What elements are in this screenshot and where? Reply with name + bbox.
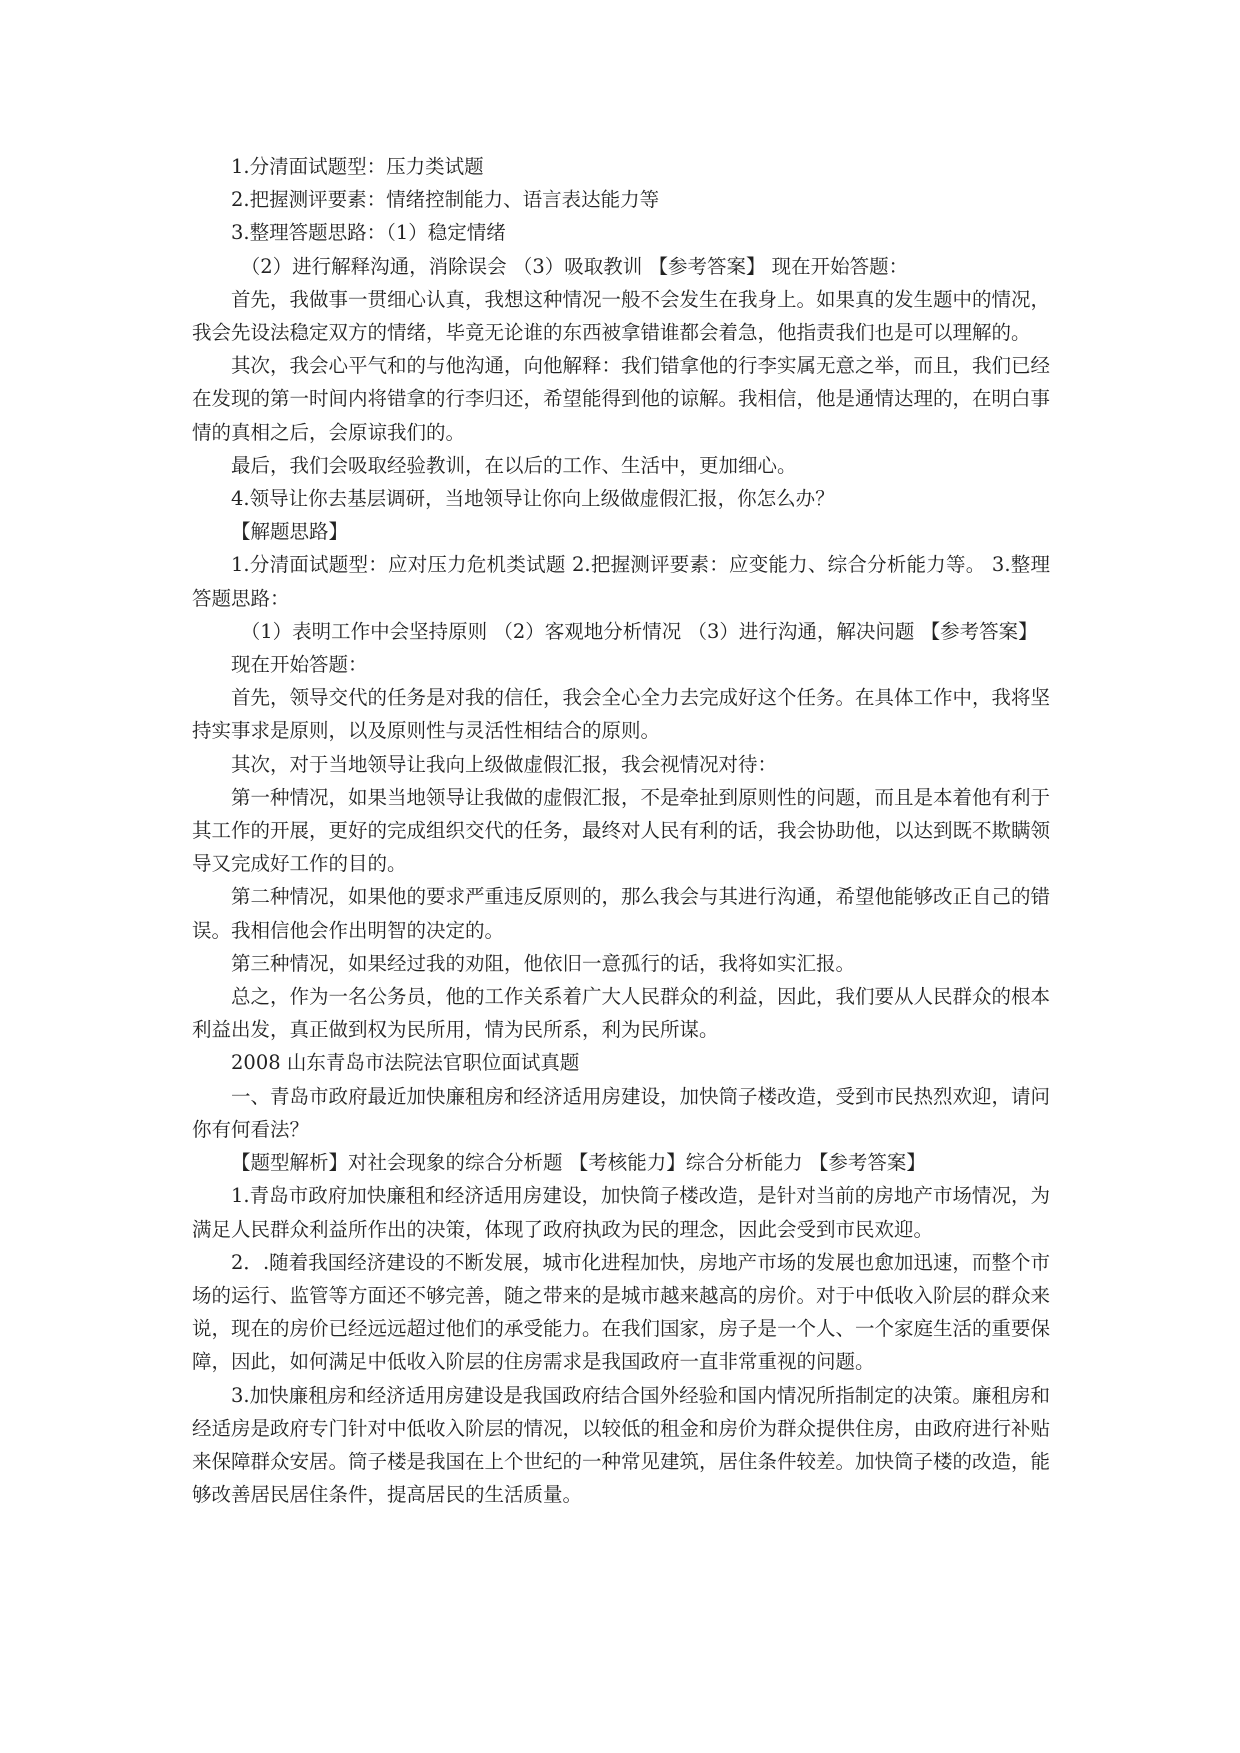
paragraph: 第三种情况，如果经过我的劝阻，他依旧一意孤行的话，我将如实汇报。 xyxy=(231,951,856,975)
paragraph: 【题型解析】对社会现象的综合分析题 【考核能力】综合分析能力 【参考答案】 xyxy=(231,1151,926,1175)
paragraph: 3.加快廉租房和经济适用房建设是我国政府结合国外经验和国内情况所指制定的决策。廉租房和经适房是政府专门针对中低收入阶层的情况，以较低的租金和房价为群众提供住房，由政府进行补贴来保障群众安居。筒子楼是我国在上个世纪的一种常见建筑，居住条件较差。加快筒子楼的改造，能够改善居民居住条件，提高居民的生活质量。 xyxy=(192,1383,1051,1507)
question-heading: 一、青岛市政府最近加快廉租房和经济适用房建设，加快筒子楼改造，受到市民热烈欢迎，请问你有何看法？ xyxy=(192,1084,1051,1141)
exam-title: 2008 山东青岛市法院法官职位面试真题 xyxy=(231,1051,580,1075)
paragraph: 3.整理答题思路：（1）稳定情绪 xyxy=(231,221,506,245)
paragraph: 现在开始答题： xyxy=(231,653,368,677)
paragraph: （1）表明工作中会坚持原则 （2）客观地分析情况 （3）进行沟通，解决问题 【参考答案】 xyxy=(240,619,1038,643)
question-heading: 4.领导让你去基层调研，当地领导让你向上级做虚假汇报，你怎么办？ xyxy=(231,487,835,511)
paragraph: 首先，领导交代的任务是对我的信任，我会全心全力去完成好这个任务。在具体工作中，我将坚持实事求是原则，以及原则性与灵活性相结合的原则。 xyxy=(192,686,1051,743)
paragraph: 其次，我会心平气和的与他沟通，向他解释：我们错拿他的行李实属无意之举，而且，我们已经在发现的第一时间内将错拿的行李归还，希望能得到他的谅解。我相信，他是通情达理的，在明白事情的真相之后，会原谅我们的。 xyxy=(192,354,1051,444)
paragraph: （2）进行解释沟通，消除误会 （3）吸取教训 【参考答案】 现在开始答题： xyxy=(240,254,909,278)
paragraph: 总之，作为一名公务员，他的工作关系着广大人民群众的利益，因此，我们要从人民群众的根本利益出发，真正做到权为民所用，情为民所系，利为民所谋。 xyxy=(192,985,1051,1042)
paragraph: 1.青岛市政府加快廉租和经济适用房建设，加快筒子楼改造，是针对当前的房地产市场情况，为满足人民群众利益所作出的决策，体现了政府执政为民的理念，因此会受到市民欢迎。 xyxy=(192,1184,1050,1241)
paragraph: 1.分清面试题型：应对压力危机类试题 2.把握测评要素：应变能力、综合分析能力等。 3.整理答题思路： xyxy=(192,553,1050,610)
paragraph: 第二种情况，如果他的要求严重违反原则的，那么我会与其进行沟通，希望他能够改正自己的错误。我相信他会作出明智的决定的。 xyxy=(192,885,1051,942)
paragraph: 2．.随着我国经济建设的不断发展，城市化进程加快，房地产市场的发展也愈加迅速，而整个市场的运行、监管等方面还不够完善，随之带来的是城市越来越高的房价。对于中低收入阶层的群众来说，现在的房价已经远远超过他们的承受能力。在我们国家，房子是一个人、一个家庭生活的重要保障，因此，如何满足中低收入阶层的住房需求是我国政府一直非常重视的问题。 xyxy=(192,1250,1051,1374)
paragraph: 1.分清面试题型：压力类试题 xyxy=(231,155,484,178)
paragraph: 最后，我们会吸取经验教训，在以后的工作、生活中，更加细心。 xyxy=(231,453,797,477)
paragraph: 首先，我做事一贯细心认真，我想这种情况一般不会发生在我身上。如果真的发生题中的情况，我会先设法稳定双方的情绪，毕竟无论谁的东西被拿错谁都会着急，他指责我们也是可以理解的。 xyxy=(192,287,1051,345)
paragraph: 第一种情况，如果当地领导让我做的虚假汇报，不是牵扯到原则性的问题，而且是本着他有利于其工作的开展，更好的完成组织交代的任务，最终对人民有利的话，我会协助他，以达到既不欺瞒领导又完成好工作的目的。 xyxy=(192,785,1051,876)
paragraph: 其次，对于当地领导让我向上级做虚假汇报，我会视情况对待： xyxy=(231,752,778,776)
section-label: 【解题思路】 xyxy=(231,520,349,544)
document-page xyxy=(192,150,1050,1511)
paragraph: 2.把握测评要素：情绪控制能力、语言表达能力等 xyxy=(231,188,660,212)
